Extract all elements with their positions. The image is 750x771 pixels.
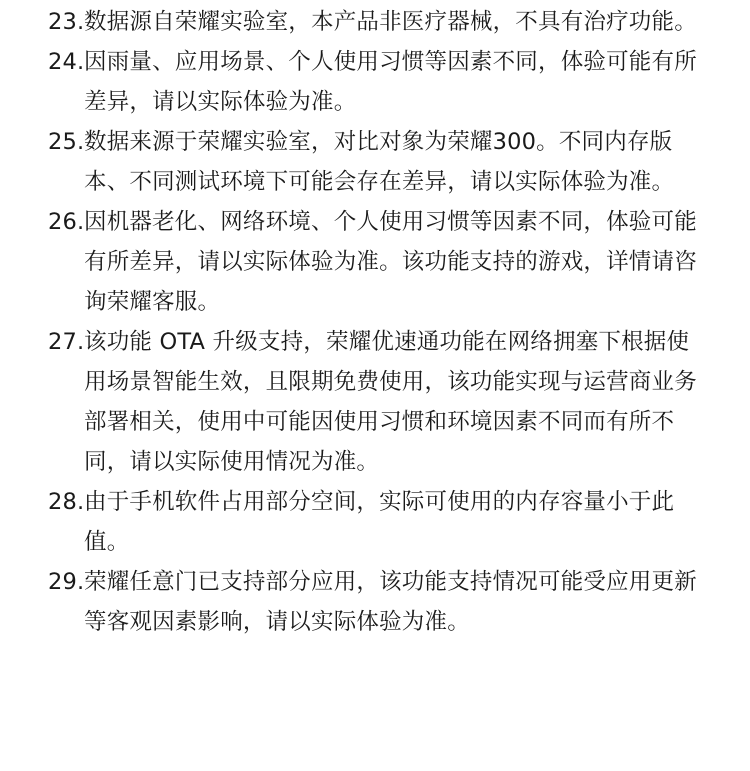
footnote-text: 数据来源于荣耀实验室，对比对象为荣耀300。不同内存版本、不同测试环境下可能会存在差异，请以实际体验为准。 [84,129,675,195]
footnote-25 [48,122,708,202]
footnote-24 [48,42,708,122]
footnote-number: 28. [48,489,85,515]
footnote-29 [48,562,708,642]
footnote-23 [48,2,708,42]
footnote-number: 27. [48,329,85,355]
footnote-number: 23. [48,9,85,35]
footnote-26 [48,202,708,322]
footnote-text: 数据源自荣耀实验室，本产品非医疗器械，不具有治疗功能。 [84,9,697,35]
footnote-number: 26. [48,209,85,235]
footnote-text: 由于手机软件占用部分空间，实际可使用的内存容量小于此值。 [84,489,675,555]
footnote-number: 25. [48,129,85,155]
footnote-number: 24. [48,49,85,75]
footnote-list [48,2,708,642]
footnote-text: 因雨量、应用场景、个人使用习惯等因素不同，体验可能有所差异，请以实际体验为准。 [84,49,697,115]
footnote-28 [48,482,708,562]
footnote-27 [48,322,708,482]
footnote-text: 该功能 OTA 升级支持，荣耀优速通功能在网络拥塞下根据使用场景智能生效，且限期免费使用，该功能实现与运营商业务部署相关，使用中可能因使用习惯和环境因素不同而有所不同，请以实际使用情况为准。 [84,329,697,475]
footnote-text: 因机器老化、网络环境、个人使用习惯等因素不同，体验可能有所差异，请以实际体验为准。该功能支持的游戏，详情请咨询荣耀客服。 [84,209,697,315]
footnote-text: 荣耀任意门已支持部分应用，该功能支持情况可能受应用更新等客观因素影响，请以实际体验为准。 [84,569,697,635]
footnote-number: 29. [48,569,85,595]
